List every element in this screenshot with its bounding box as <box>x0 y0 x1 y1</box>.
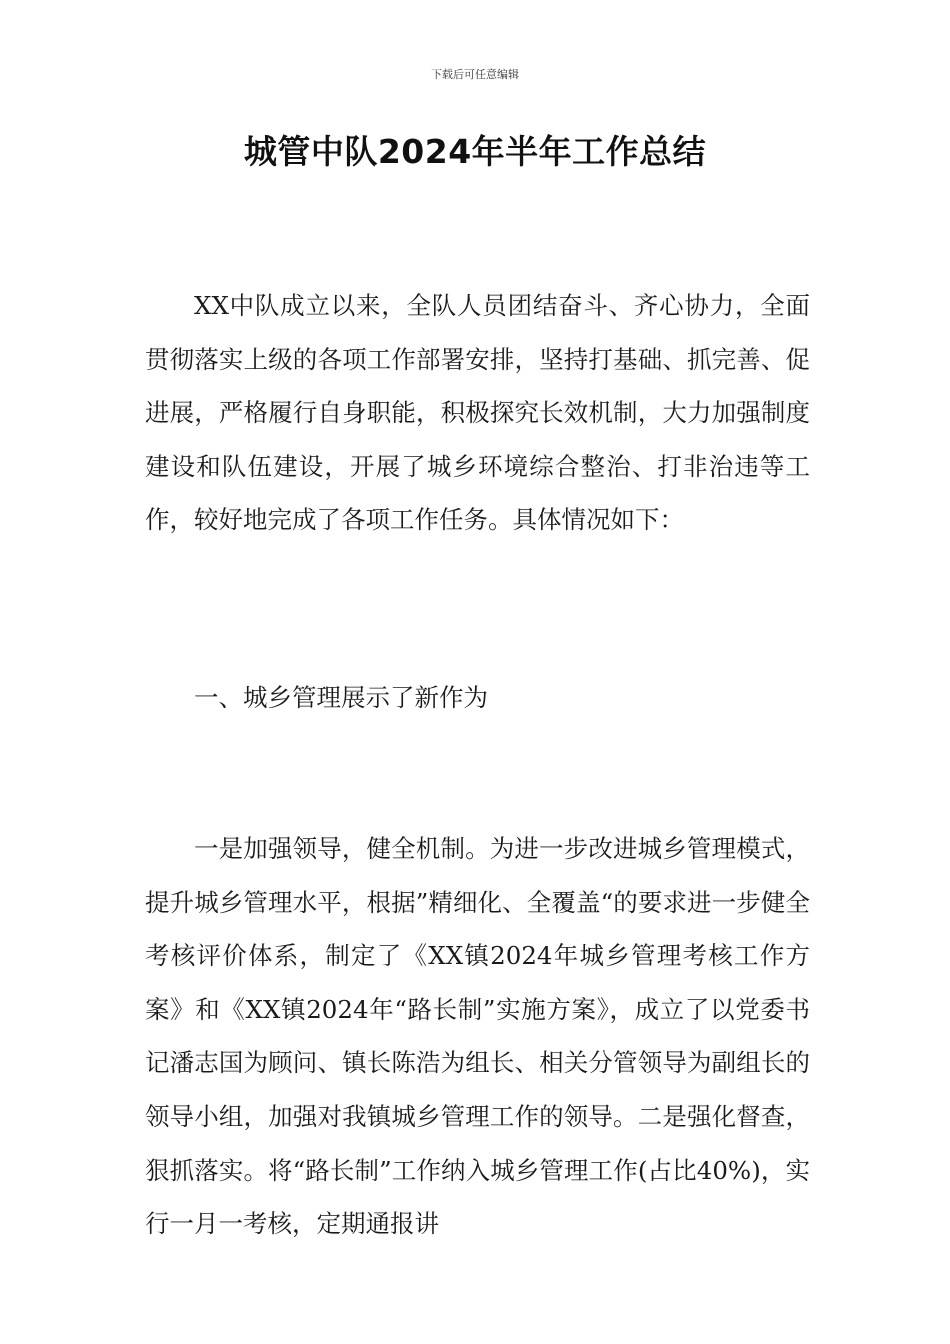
section-heading: 一、城乡管理展示了新作为 <box>194 683 488 712</box>
header-note: 下载后可任意编辑 <box>431 68 519 81</box>
section-body-paragraph: 一是加强领导，健全机制。为进一步改进城乡管理模式，提升城乡管理水平，根据”精细化、全覆盖“的要求进一步健全考核评价体系，制定了《XX镇2024年城乡管理考核工作方案》和《XX镇2024年“路长制”实施方案》，成立了以党委书记潘志国为顾问、镇长陈浩为组长、相关分管领导为副组长的领导小组，加强对我镇城乡管理工作的领导。二是强化督查，狠抓落实。将“路长制”工作纳入城乡管理工作(占比40%)，实行一月一考核，定期通报讲 <box>145 834 810 1239</box>
intro-paragraph: XX中队成立以来，全队人员团结奋斗、齐心协力，全面贯彻落实上级的各项工作部署安排，坚持打基础、抓完善、促进展，严格履行自身职能，积极探究长效机制，大力加强制度建设和队伍建设，开展了城乡环境综合整治、打非治违等工作，较好地完成了各项工作任务。具体情况如下： <box>145 291 810 535</box>
document-title: 城管中队2024年半年工作总结 <box>243 132 707 171</box>
